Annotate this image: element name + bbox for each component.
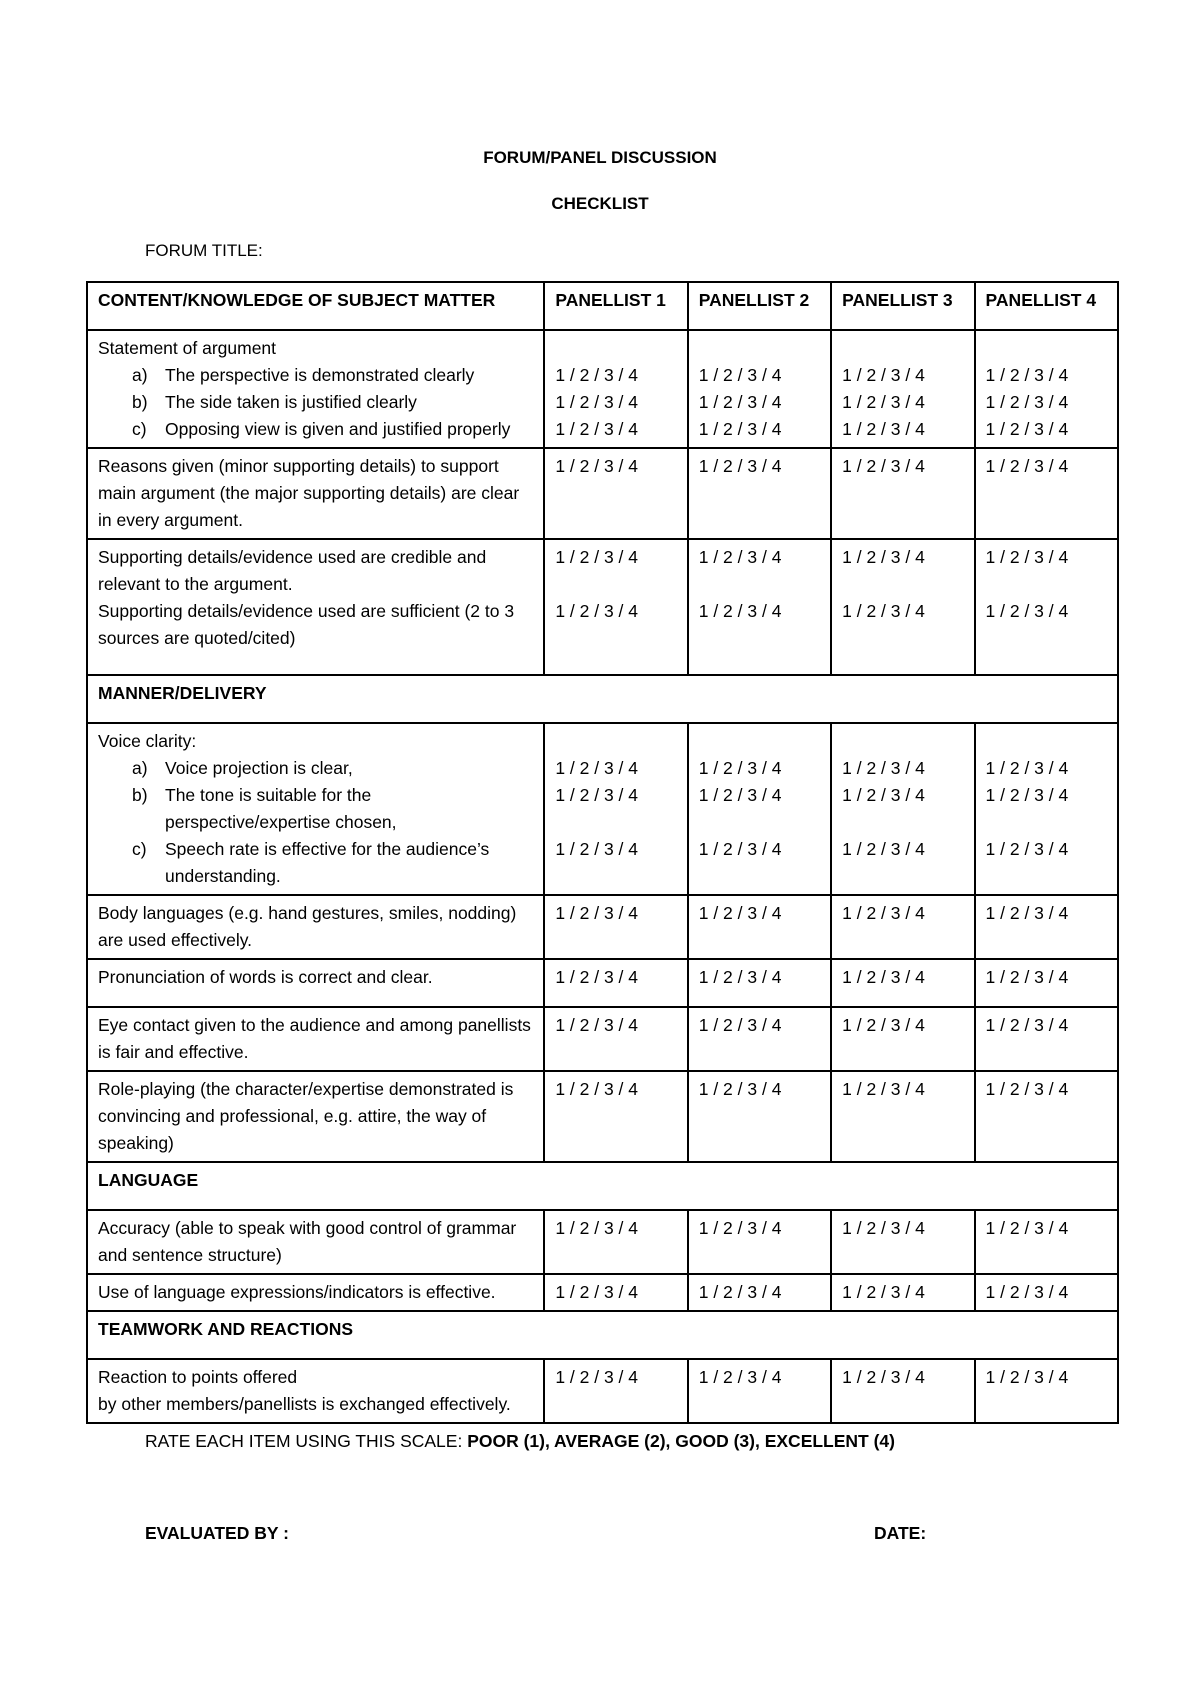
rating-scale[interactable]: 1 / 2 / 3 / 4 [698,547,782,567]
table-row [87,1359,1118,1423]
rating-scale[interactable]: 1 / 2 / 3 / 4 [842,1218,925,1238]
table-row [87,330,1118,448]
rating-scale[interactable]: 1 / 2 / 3 / 4 [698,1367,782,1387]
rating-scale[interactable]: 1 / 2 / 3 / 4 [985,785,1069,805]
section-teamwork: TEAMWORK AND REACTIONS [87,1311,1118,1359]
rating-cell[interactable] [831,1274,974,1311]
rating-cell[interactable] [831,1007,974,1071]
rating-cell[interactable] [831,1071,974,1162]
rating-scale[interactable]: 1 / 2 / 3 / 4 [985,456,1069,476]
rating-cell[interactable] [544,330,687,448]
table-row [87,1007,1118,1071]
header-criteria: CONTENT/KNOWLEDGE OF SUBJECT MATTER [87,282,544,330]
rating-scale[interactable]: 1 / 2 / 3 / 4 [985,392,1069,412]
rating-cell[interactable] [975,448,1118,539]
rating-scale[interactable]: 1 / 2 / 3 / 4 [842,903,925,923]
rating-cell[interactable] [688,448,831,539]
rating-cell[interactable] [544,448,687,539]
criterion-body-language: Body languages (e.g. hand gestures, smiles, nodding) are used effectively. [87,895,544,959]
header-panellist-3: PANELLIST 3 [831,282,974,330]
rating-scale[interactable]: 1 / 2 / 3 / 4 [555,1015,639,1035]
rating-cell[interactable] [975,959,1118,1007]
section-language: LANGUAGE [87,1162,1118,1210]
rating-scale[interactable]: 1 / 2 / 3 / 4 [698,839,782,859]
rating-scale[interactable]: 1 / 2 / 3 / 4 [555,392,639,412]
rating-scale[interactable]: 1 / 2 / 3 / 4 [555,365,639,385]
rating-scale[interactable]: 1 / 2 / 3 / 4 [985,547,1069,567]
rating-scale[interactable]: 1 / 2 / 3 / 4 [985,758,1069,778]
rating-scale[interactable]: 1 / 2 / 3 / 4 [698,1079,782,1099]
rating-cell[interactable] [975,895,1118,959]
rating-cell[interactable] [831,1359,974,1423]
rating-scale[interactable]: 1 / 2 / 3 / 4 [698,392,782,412]
criterion-supporting-details: Supporting details/evidence used are credible and relevant to the argument. Supporting details/evidence used are sufficient (2 to 3 sources are quoted/cited) [87,539,544,675]
criterion-voice-clarity: Voice clarity: a) Voice projection is clear, b) The tone is suitable for the perspective/expertise chosen, c) Speech rate is effective for the audience’s understanding. [87,723,544,895]
rating-scale[interactable]: 1 / 2 / 3 / 4 [985,1367,1069,1387]
rating-scale[interactable]: 1 / 2 / 3 / 4 [985,1218,1069,1238]
criterion-eye-contact: Eye contact given to the audience and among panellists is fair and effective. [87,1007,544,1071]
date-label: DATE: [874,1523,927,1543]
rating-cell[interactable] [831,448,974,539]
rating-cell[interactable] [688,1210,831,1274]
rating-scale[interactable]: 1 / 2 / 3 / 4 [842,758,925,778]
rating-cell[interactable] [688,895,831,959]
section-row [87,675,1118,723]
rating-scale-note: RATE EACH ITEM USING THIS SCALE: POOR (1), AVERAGE (2), GOOD (3), EXCELLENT (4) [145,1431,895,1451]
rating-scale[interactable]: 1 / 2 / 3 / 4 [842,601,925,621]
rating-scale[interactable]: 1 / 2 / 3 / 4 [698,365,782,385]
rating-scale[interactable]: 1 / 2 / 3 / 4 [985,1282,1069,1302]
rating-scale[interactable]: 1 / 2 / 3 / 4 [555,1218,639,1238]
rating-cell[interactable] [544,1274,687,1311]
page-subtitle: CHECKLIST [551,194,649,213]
rating-cell[interactable] [688,1359,831,1423]
rating-scale[interactable]: 1 / 2 / 3 / 4 [985,419,1069,439]
forum-title-label: FORUM TITLE: [145,241,263,260]
criterion-statement: Statement of argument a) The perspective is demonstrated clearly b) The side taken is justified clearly c) Opposing view is given and justified properly [87,330,544,448]
rating-scale[interactable]: 1 / 2 / 3 / 4 [985,967,1069,987]
rating-scale[interactable]: 1 / 2 / 3 / 4 [842,1079,925,1099]
rating-scale[interactable]: 1 / 2 / 3 / 4 [555,1079,639,1099]
rating-scale[interactable]: 1 / 2 / 3 / 4 [698,903,782,923]
rating-scale[interactable]: 1 / 2 / 3 / 4 [698,456,782,476]
page-title: FORUM/PANEL DISCUSSION [483,148,717,167]
rating-scale[interactable]: 1 / 2 / 3 / 4 [698,419,782,439]
section-manner-delivery: MANNER/DELIVERY [87,675,1118,723]
rating-cell[interactable] [975,723,1118,895]
rating-scale[interactable]: 1 / 2 / 3 / 4 [842,365,925,385]
rating-scale[interactable]: 1 / 2 / 3 / 4 [698,1015,782,1035]
rating-cell[interactable] [544,895,687,959]
rating-scale[interactable]: 1 / 2 / 3 / 4 [698,758,782,778]
section-row [87,1311,1118,1359]
rating-cell[interactable] [544,1210,687,1274]
header-panellist-2: PANELLIST 2 [688,282,831,330]
rating-scale[interactable]: 1 / 2 / 3 / 4 [555,547,639,567]
rating-scale[interactable]: 1 / 2 / 3 / 4 [842,392,925,412]
rating-scale[interactable]: 1 / 2 / 3 / 4 [842,967,925,987]
table-row [87,1071,1118,1162]
checklist-table [86,281,1119,1424]
table-row [87,1274,1118,1311]
rating-scale[interactable]: 1 / 2 / 3 / 4 [555,903,639,923]
rating-scale[interactable]: 1 / 2 / 3 / 4 [555,839,639,859]
rating-cell[interactable] [544,723,687,895]
rating-scale[interactable]: 1 / 2 / 3 / 4 [985,903,1069,923]
rating-cell[interactable] [688,539,831,675]
rating-cell[interactable] [688,330,831,448]
rating-cell[interactable] [544,1071,687,1162]
table-row [87,448,1118,539]
rating-scale[interactable]: 1 / 2 / 3 / 4 [555,758,639,778]
rating-scale[interactable]: 1 / 2 / 3 / 4 [555,601,639,621]
rating-scale[interactable]: 1 / 2 / 3 / 4 [698,601,782,621]
rating-cell[interactable] [544,539,687,675]
rating-cell[interactable] [975,1274,1118,1311]
rating-scale[interactable]: 1 / 2 / 3 / 4 [555,785,639,805]
rating-cell[interactable] [688,959,831,1007]
criterion-language-expressions: Use of language expressions/indicators is effective. [87,1274,544,1311]
rating-scale[interactable]: 1 / 2 / 3 / 4 [555,1282,639,1302]
rating-scale[interactable]: 1 / 2 / 3 / 4 [698,1218,782,1238]
section-row [87,1162,1118,1210]
rating-scale[interactable]: 1 / 2 / 3 / 4 [842,1367,925,1387]
criterion-pronunciation: Pronunciation of words is correct and clear. [87,959,544,1007]
header-row [87,282,1118,330]
rating-cell[interactable] [688,1007,831,1071]
rating-cell[interactable] [975,1071,1118,1162]
rating-cell[interactable] [831,895,974,959]
rating-scale[interactable]: 1 / 2 / 3 / 4 [842,1015,925,1035]
rating-cell[interactable] [975,1007,1118,1071]
rating-cell[interactable] [544,1359,687,1423]
rating-scale[interactable]: 1 / 2 / 3 / 4 [555,1367,639,1387]
table-row [87,539,1118,675]
rating-cell[interactable] [688,723,831,895]
rating-scale[interactable]: 1 / 2 / 3 / 4 [985,1079,1069,1099]
rating-cell[interactable] [831,1210,974,1274]
rating-cell[interactable] [831,539,974,675]
rating-cell[interactable] [975,330,1118,448]
rating-scale[interactable]: 1 / 2 / 3 / 4 [985,365,1069,385]
rating-scale[interactable]: 1 / 2 / 3 / 4 [985,601,1069,621]
rating-cell[interactable] [831,330,974,448]
rating-scale[interactable]: 1 / 2 / 3 / 4 [842,419,925,439]
rating-scale[interactable]: 1 / 2 / 3 / 4 [842,839,925,859]
rating-scale[interactable]: 1 / 2 / 3 / 4 [698,967,782,987]
criterion-reaction: Reaction to points offered by other members/panellists is exchanged effectively. [87,1359,544,1423]
rating-cell[interactable] [688,1071,831,1162]
rating-scale[interactable]: 1 / 2 / 3 / 4 [698,1282,782,1302]
rating-scale[interactable]: 1 / 2 / 3 / 4 [555,456,639,476]
rating-cell[interactable] [975,539,1118,675]
header-panellist-1: PANELLIST 1 [544,282,687,330]
criterion-reasons: Reasons given (minor supporting details) to support main argument (the major supporting details) are clear in every argument. [87,448,544,539]
evaluated-by-label: EVALUATED BY : [145,1523,289,1543]
rating-scale[interactable]: 1 / 2 / 3 / 4 [842,1282,925,1302]
rating-scale[interactable]: 1 / 2 / 3 / 4 [555,967,639,987]
rating-cell[interactable] [544,959,687,1007]
rating-scale[interactable]: 1 / 2 / 3 / 4 [842,785,925,805]
criterion-accuracy: Accuracy (able to speak with good control of grammar and sentence structure) [87,1210,544,1274]
rating-cell[interactable] [831,959,974,1007]
rating-cell[interactable] [831,723,974,895]
table-row [87,959,1118,1007]
rating-cell[interactable] [975,1359,1118,1423]
header-panellist-4: PANELLIST 4 [975,282,1118,330]
rating-scale[interactable]: 1 / 2 / 3 / 4 [555,419,639,439]
rating-scale[interactable]: 1 / 2 / 3 / 4 [985,1015,1069,1035]
criterion-role-playing: Role-playing (the character/expertise demonstrated is convincing and professional, e.g. attire, the way of speaking) [87,1071,544,1162]
rating-scale[interactable]: 1 / 2 / 3 / 4 [842,456,925,476]
table-row [87,723,1118,895]
rating-scale[interactable]: 1 / 2 / 3 / 4 [985,839,1069,859]
rating-cell[interactable] [544,1007,687,1071]
rating-cell[interactable] [688,1274,831,1311]
rating-scale[interactable]: 1 / 2 / 3 / 4 [842,547,925,567]
table-row [87,895,1118,959]
table-row [87,1210,1118,1274]
rating-scale[interactable]: 1 / 2 / 3 / 4 [698,785,782,805]
rating-cell[interactable] [975,1210,1118,1274]
